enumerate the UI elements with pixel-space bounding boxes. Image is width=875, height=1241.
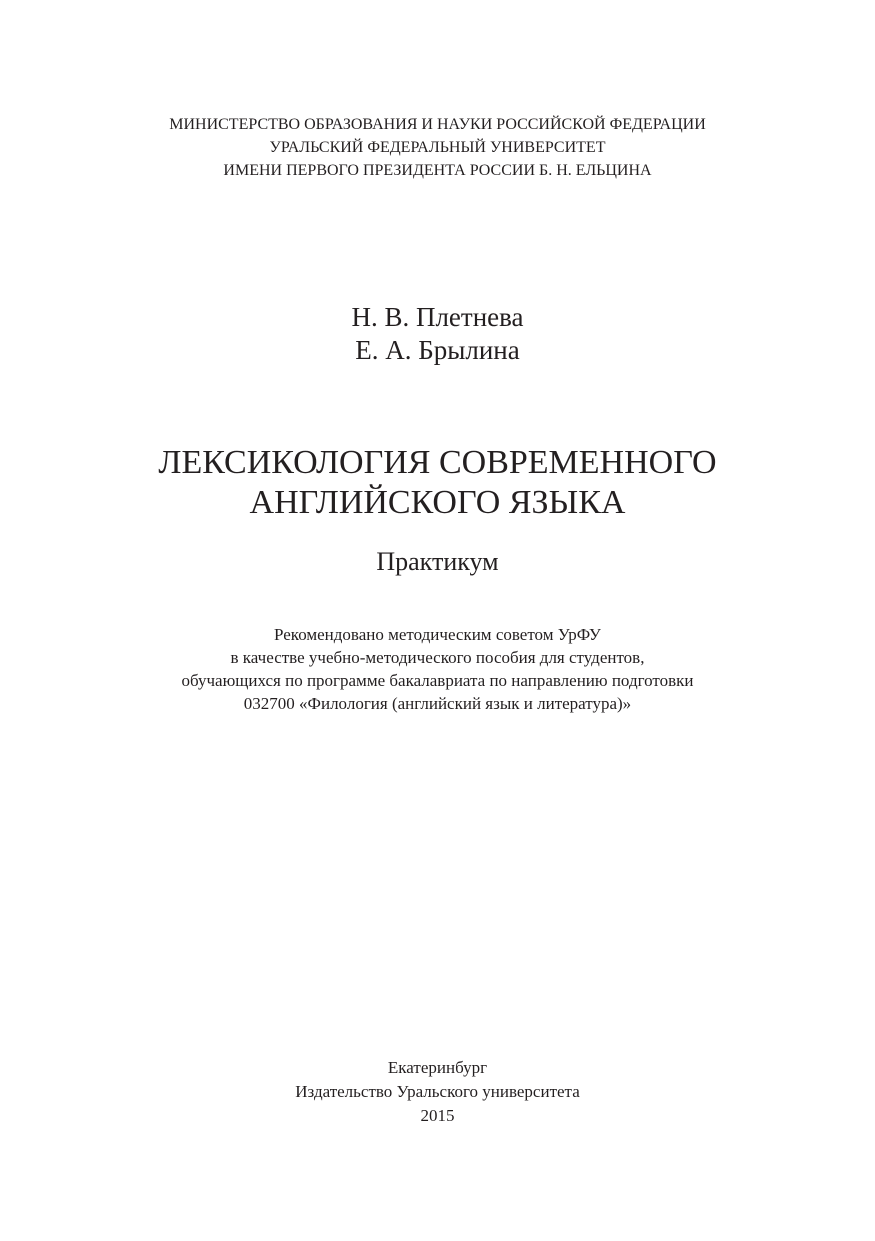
imprint-city: Екатеринбург xyxy=(387,1058,488,1077)
author-name: Е. А. Брылина xyxy=(355,335,520,365)
book-subtitle xyxy=(0,546,875,578)
imprint-publisher: Издательство Уральского университета xyxy=(295,1082,580,1101)
ministry-line: МИНИСТЕРСТВО ОБРАЗОВАНИЯ И НАУКИ РОССИЙСКОЙ ФЕДЕРАЦИИ xyxy=(169,116,706,133)
institution-header xyxy=(0,113,875,182)
recommendation-note xyxy=(0,623,875,715)
university-line: УРАЛЬСКИЙ ФЕДЕРАЛЬНЫЙ УНИВЕРСИТЕТ xyxy=(269,139,606,156)
subtitle-text: Практикум xyxy=(376,547,499,576)
title-line: АНГЛИЙСКОГО ЯЗЫКА xyxy=(249,484,626,521)
university-named-after-line: ИМЕНИ ПЕРВОГО ПРЕЗИДЕНТА РОССИИ Б. Н. ЕЛЬЦИНА xyxy=(223,162,652,179)
recommendation-line: Рекомендовано методическим советом УрФУ xyxy=(274,625,601,644)
recommendation-line: в качестве учебно-методического пособия для студентов, xyxy=(230,648,645,667)
imprint xyxy=(0,1056,875,1128)
authors xyxy=(0,301,875,367)
author-name: Н. В. Плетнева xyxy=(351,302,524,332)
recommendation-line: обучающихся по программе бакалавриата по направлению подготовки xyxy=(181,671,694,690)
recommendation-line: 032700 «Филология (английский язык и литература)» xyxy=(243,694,632,713)
imprint-year: 2015 xyxy=(420,1106,455,1125)
book-title xyxy=(0,443,875,523)
title-line: ЛЕКСИКОЛОГИЯ СОВРЕМЕННОГО xyxy=(158,444,717,481)
